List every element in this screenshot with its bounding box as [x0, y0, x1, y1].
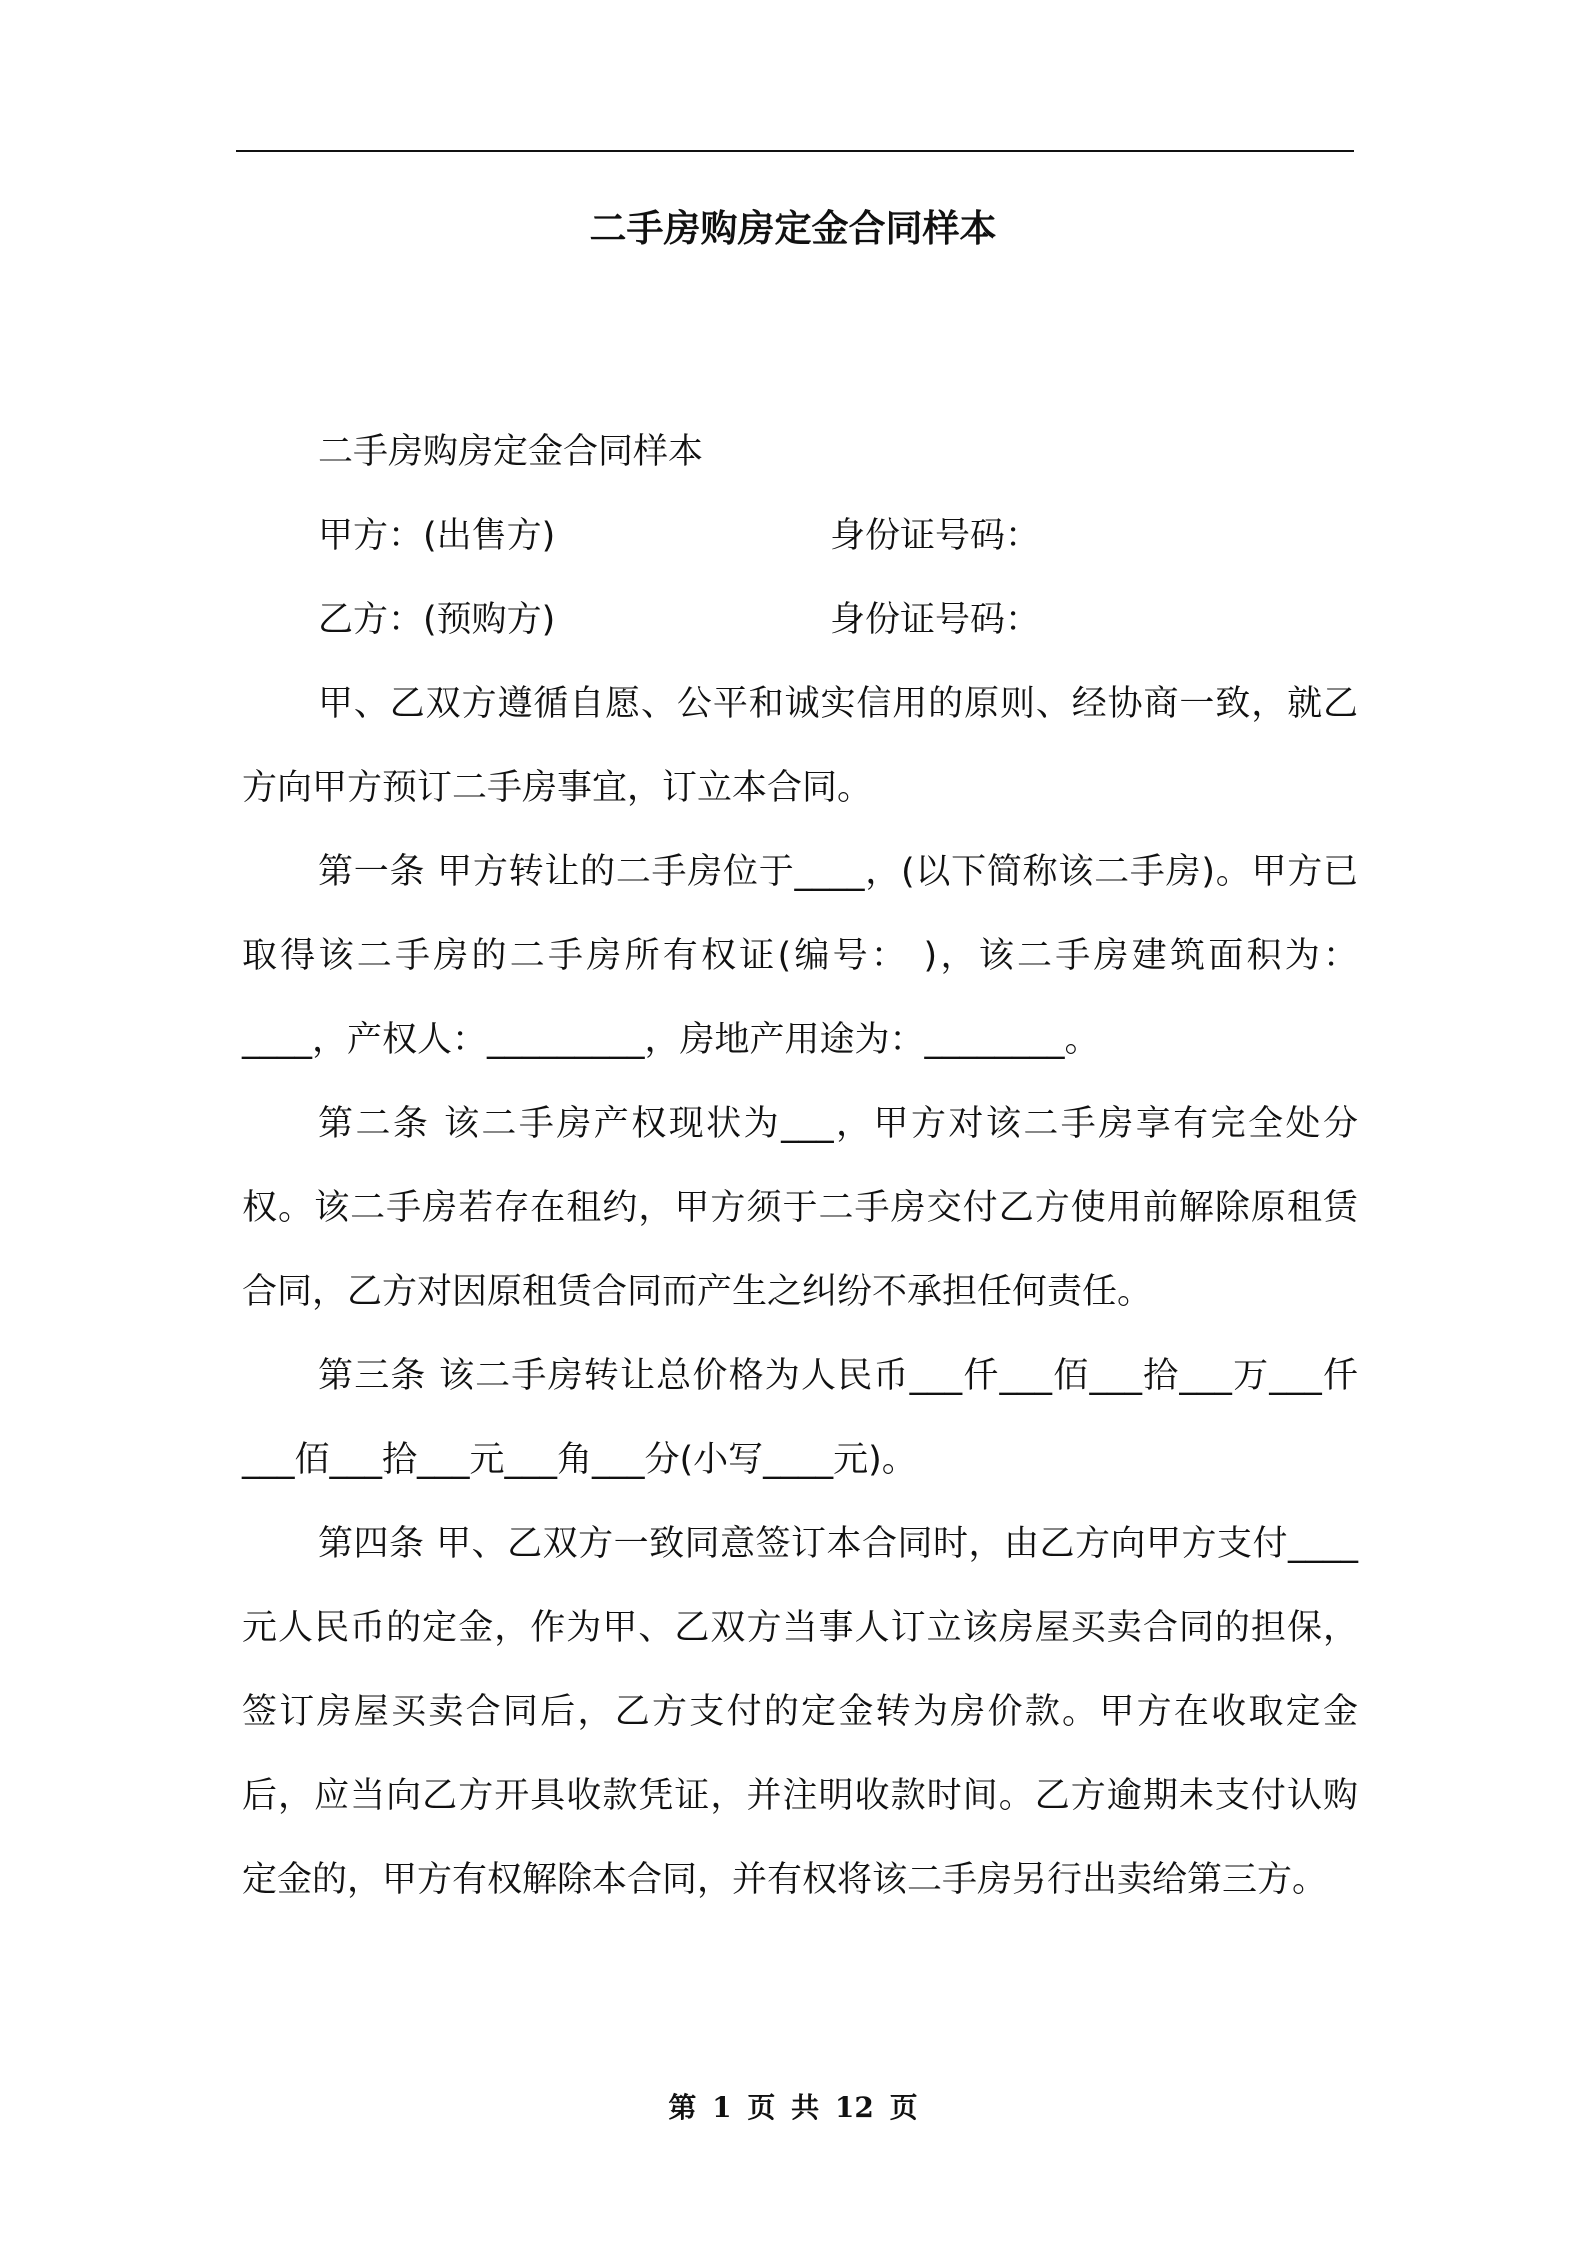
subtitle-line	[242, 410, 1358, 494]
party-b-label: 乙方：(预购方)	[318, 600, 556, 640]
paragraph-article-1: 第一条 甲方转让的二手房位于____，(以下简称该二手房)。甲方已取得该二手房的二手房所有权证(编号： )，该二手房建筑面积为：____，产权人：_________，房地产用途为：________。	[242, 852, 1358, 1060]
document-title: 二手房购房定金合同样本	[589, 207, 997, 250]
paragraph-article-4: 第四条 甲、乙双方一致同意签订本合同时，由乙方向甲方支付____元人民币的定金，作为甲、乙双方当事人订立该房屋买卖合同的担保，签订房屋买卖合同后，乙方支付的定金转为房价款。甲方在收取定金后，应当向乙方开具收款凭证，并注明收款时间。乙方逾期未支付认购定金的，甲方有权解除本合同，并有权将该二手房另行出卖给第三方。	[242, 1524, 1358, 1900]
header-rule	[236, 150, 1354, 152]
page-number: 第 1 页 共 12 页	[668, 2091, 918, 2124]
party-a-row	[242, 494, 1358, 578]
party-b-row	[242, 578, 1358, 662]
party-a-id-label: 身份证号码：	[830, 516, 1041, 556]
party-a-label: 甲方：(出售方)	[318, 516, 556, 556]
paragraph-article-3: 第三条 该二手房转让总价格为人民币___仟___佰___拾___万___仟___佰___拾___元___角___分(小写____元)。	[242, 1356, 1358, 1480]
party-b-id-label: 身份证号码：	[830, 600, 1041, 640]
document-body	[242, 410, 1358, 1922]
paragraph-intro: 甲、乙双方遵循自愿、公平和诚实信用的原则、经协商一致，就乙方向甲方预订二手房事宜，订立本合同。	[242, 684, 1358, 808]
paragraph-article-2: 第二条 该二手房产权现状为___，甲方对该二手房享有完全处分权。该二手房若存在租约，甲方须于二手房交付乙方使用前解除原租赁合同，乙方对因原租赁合同而产生之纠纷不承担任何责任。	[242, 1104, 1358, 1312]
document-subtitle: 二手房购房定金合同样本	[318, 432, 704, 472]
